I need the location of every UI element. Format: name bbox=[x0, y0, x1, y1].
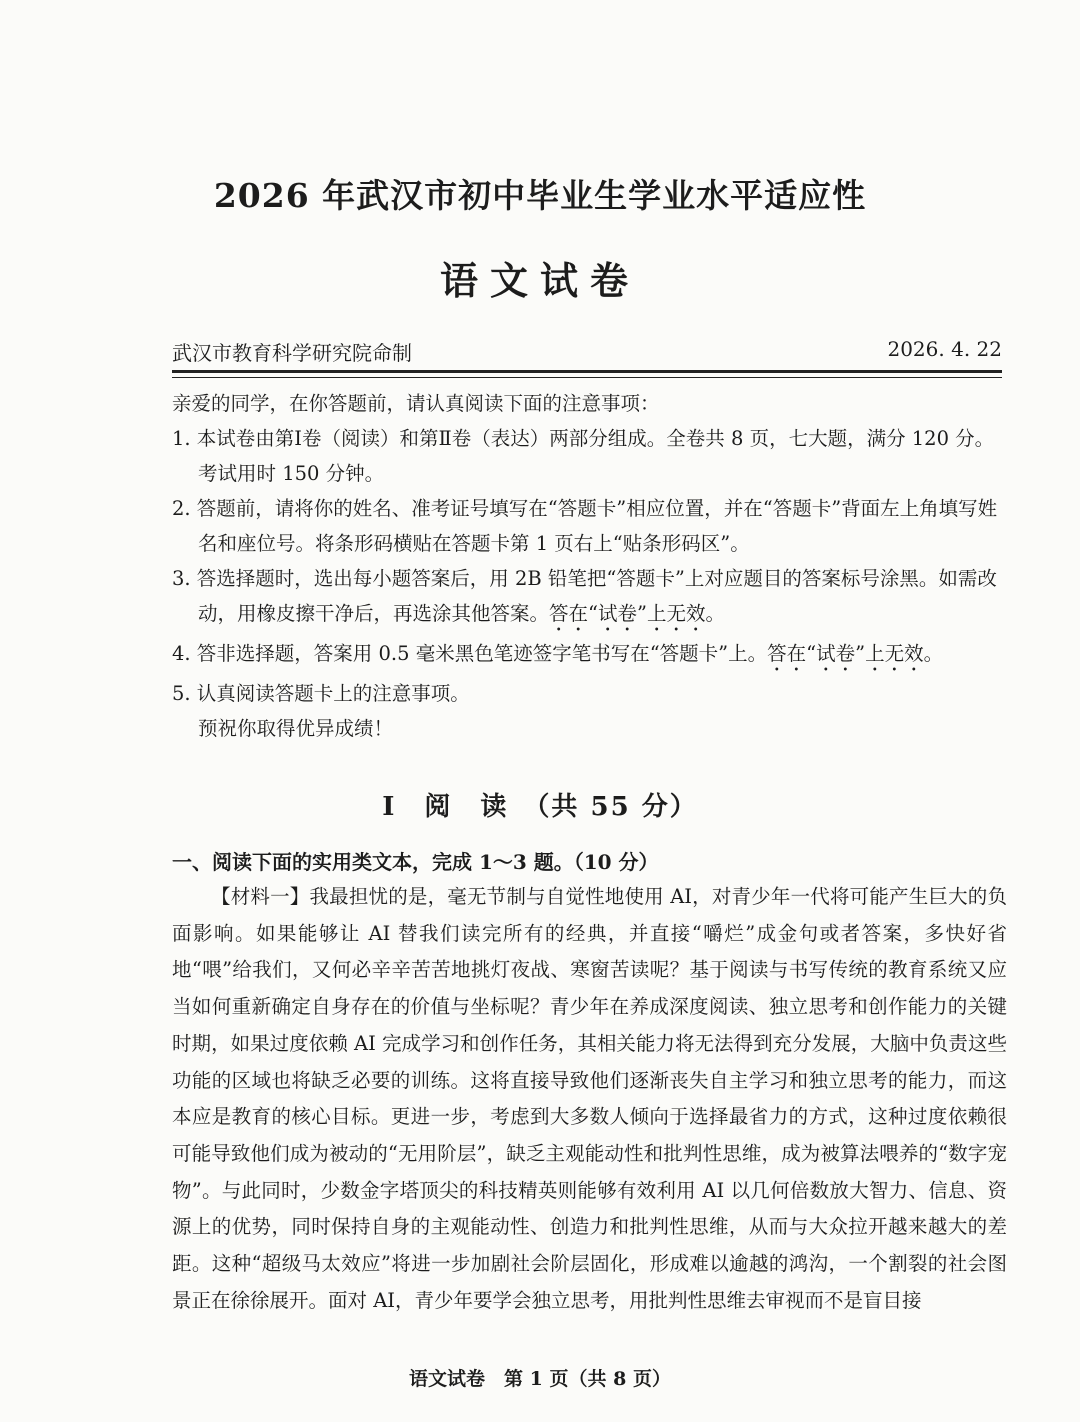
exam-title: 2026 年武汉市初中毕业生学业水平适应性 bbox=[213, 176, 867, 215]
exam-date: 2026. 4. 22 bbox=[887, 337, 1002, 361]
notice-greeting: 亲爱的同学，在你答题前，请认真阅读下面的注意事项： bbox=[172, 392, 660, 415]
page-footer: 语文试卷 第 1 页（共 8 页） bbox=[409, 1368, 671, 1390]
material-text: 我最担忧的是，毫无节制与自觉性地使用 AI，对青少年一代将可能产生巨大的负面影响。如果能够让 AI 替我们读完所有的经典，并直接“嚼烂”成金句或者答案，多快好省地“喂”给我们，又何必辛辛苦苦地挑灯夜战、寒窗苦读呢？基于阅读与书写传统的教育系统又应当如何重新确定自身存在的价值与坐标呢？青少年在养成深度阅读、独立思考和创作能力的关键时期，如果过度依赖 AI 完成学习和创作任务，其相关能力将无法得到充分发展，大脑中负责这些功能的区域也将缺乏必要的训练。这将直接导致他们逐渐丧失自主学习和独立思考的能力，而这本应是教育的核心目标。更进一步，考虑到大多数人倾向于选择最省力的方式，这种过度依赖很可能导致他们成为被动的“无用阶层”，缺乏主观能动性和批判性思维，成为被算法喂养的“数字宠物”。与此同时，少数金字塔顶尖的科技精英则能够有效利用 AI 以几何倍数放大智力、信息、资源上的优势，同时保持自身的主观能动性、创造力和批判性思维，从而与大众拉开越来越大的差距。这种“超级马太效应”将进一步加剧社会阶层固化，形成难以逾越的鸿沟，一个割裂的社会图景正在徐徐展开。面对 AI，青少年要学会独立思考，用批判性思维去审视而不是盲目接 bbox=[172, 885, 1007, 1312]
notice-item-4 bbox=[172, 636, 1007, 676]
notice-item-2: 2. 答题前，请将你的姓名、准考证号填写在“答题卡”相应位置，并在“答题卡”背面左上角填写姓名和座位号。将条形码横贴在答题卡第 1 页右上“贴条形码区”。 bbox=[172, 497, 998, 555]
notice-item-4-emphasis: 答在“试卷”上无效。 bbox=[767, 642, 944, 665]
issuer: 武汉市教育科学研究院命制 bbox=[172, 341, 412, 365]
exam-subtitle: 语文试卷 bbox=[439, 258, 640, 303]
notice-item-4-text: 4. 答非选择题，答案用 0.5 毫米黑色笔迹签字笔书写在“答题卡”上。 bbox=[172, 642, 768, 665]
notice-item-3-text: 3. 答选择题时，选出每小题答案后，用 2B 铅笔把“答题卡”上对应题目的答案标号涂黑。如需改动，用橡皮擦干净后，再选涂其他答案。 bbox=[172, 567, 997, 625]
notice-item-3 bbox=[172, 561, 1007, 636]
header-rule-thin bbox=[172, 377, 1002, 378]
header-rule-thick bbox=[172, 370, 1002, 373]
notice-item-5: 5. 认真阅读答题卡上的注意事项。 bbox=[172, 682, 470, 705]
notice-item-3-emphasis: 答在“试卷”上无效。 bbox=[549, 602, 725, 625]
question-heading: 一、阅读下面的实用类文本，完成 1～3 题。（10 分） bbox=[172, 850, 659, 874]
notice-wish: 预祝你取得优异成绩！ bbox=[198, 717, 394, 740]
notice-block bbox=[172, 386, 1007, 746]
issuer-date-row bbox=[172, 337, 1002, 366]
material-passage bbox=[172, 879, 1007, 1319]
section-title: Ⅰ 阅 读 （共 55 分） bbox=[382, 792, 698, 822]
notice-item-1: 1. 本试卷由第Ⅰ卷（阅读）和第Ⅱ卷（表达）两部分组成。全卷共 8 页，七大题，满分 120 分。考试用时 150 分钟。 bbox=[172, 427, 995, 485]
material-label: 【材料一】 bbox=[211, 885, 310, 908]
